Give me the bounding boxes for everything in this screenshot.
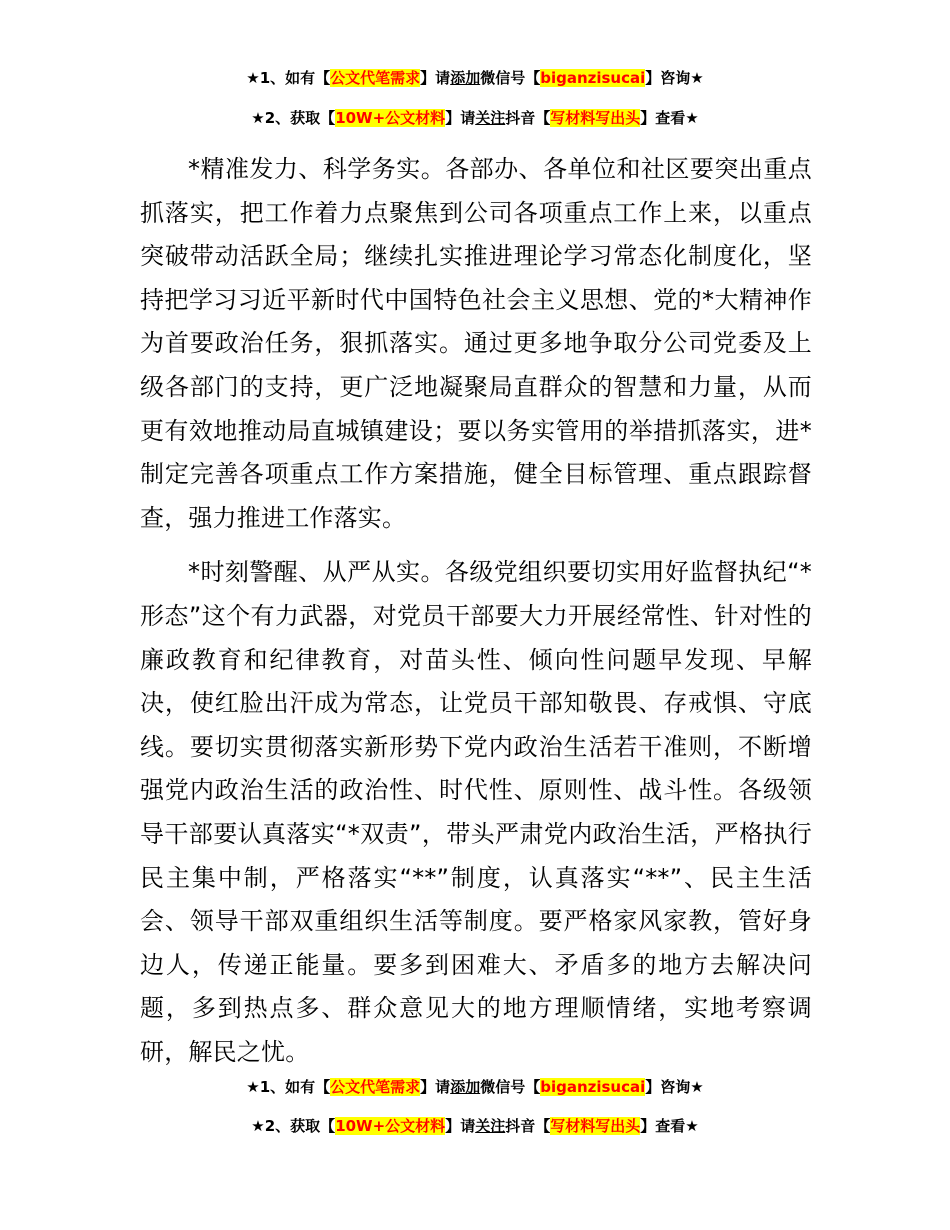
banner-text: 微信号【 [480, 1078, 541, 1096]
banner-text: ★2、获取【 [251, 109, 336, 127]
banner-highlight: 10W+公文材料 [335, 109, 446, 127]
banner-underlined-text: 添加 [450, 69, 481, 87]
document-body [140, 148, 812, 1074]
banner-highlight-wechat-id: biganzisucai [540, 69, 646, 87]
banner-text: 】请 [445, 109, 476, 127]
banner-text: 】查看★ [640, 109, 699, 127]
banner-underlined-text: 添加 [450, 1078, 481, 1096]
banner-highlight-douyin: 写材料写出头 [550, 109, 641, 127]
banner-text: ★2、获取【 [251, 1117, 336, 1135]
top-banner-line-1 [0, 68, 950, 88]
top-banner-line-2 [0, 108, 950, 128]
bottom-banner-line-2 [0, 1116, 950, 1136]
banner-underlined-text: 关注 [475, 1117, 506, 1135]
banner-text: 】咨询★ [645, 1078, 704, 1096]
banner-highlight: 10W+公文材料 [335, 1117, 446, 1135]
banner-highlight: 公文代笔需求 [330, 69, 421, 87]
banner-text: 】请 [420, 1078, 451, 1096]
bottom-banner-line-1 [0, 1077, 950, 1097]
banner-highlight-douyin: 写材料写出头 [550, 1117, 641, 1135]
banner-text: ★1、如有【 [246, 69, 331, 87]
banner-underlined-text: 关注 [475, 109, 506, 127]
banner-text: 微信号【 [480, 69, 541, 87]
banner-highlight: 公文代笔需求 [330, 1078, 421, 1096]
banner-text: 】请 [445, 1117, 476, 1135]
banner-text: ★1、如有【 [246, 1078, 331, 1096]
banner-highlight-wechat-id: biganzisucai [540, 1078, 646, 1096]
paragraph: *精准发力、科学务实。各部办、各单位和社区要突出重点抓落实，把工作着力点聚焦到公司各项重点工作上来，以重点突破带动活跃全局；继续扎实推进理论学习常态化制度化，坚持把学习习近平新时代中国特色社会主义思想、党的*大精神作为首要政治任务，狠抓落实。通过更多地争取分公司党委及上级各部门的支持，更广泛地凝聚局直群众的智慧和力量，从而更有效地推动局直城镇建设；要以务实管用的举措抓落实，进*制定完善各项重点工作方案措施，健全目标管理、重点跟踪督查，强力推进工作落实。 [140, 155, 812, 532]
banner-text: 】咨询★ [645, 69, 704, 87]
banner-text: 抖音【 [505, 1117, 551, 1135]
banner-text: 】请 [420, 69, 451, 87]
banner-text: 抖音【 [505, 109, 551, 127]
paragraph: *时刻警醒、从严从实。各级党组织要切实用好监督执纪“*形态”这个有力武器，对党员干部要大力开展经常性、针对性的廉政教育和纪律教育，对苗头性、倾向性问题早发现、早解决，使红脸出汗成为常态，让党员干部知敬畏、存戒惧、守底线。要切实贯彻落实新形势下党内政治生活若干准则，不断增强党内政治生活的政治性、时代性、原则性、战斗性。各级领导干部要认真落实“*双责”，带头严肃党内政治生活，严格执行民主集中制，严格落实“**”制度，认真落实“**”、民主生活会、领导干部双重组织生活等制度。要严格家风家教，管好身边人，传递正能量。要多到困难大、矛盾多的地方去解决问题，多到热点多、群众意见大的地方理顺情绪，实地考察调研，解民之忧。 [140, 558, 812, 1066]
banner-text: 】查看★ [640, 1117, 699, 1135]
